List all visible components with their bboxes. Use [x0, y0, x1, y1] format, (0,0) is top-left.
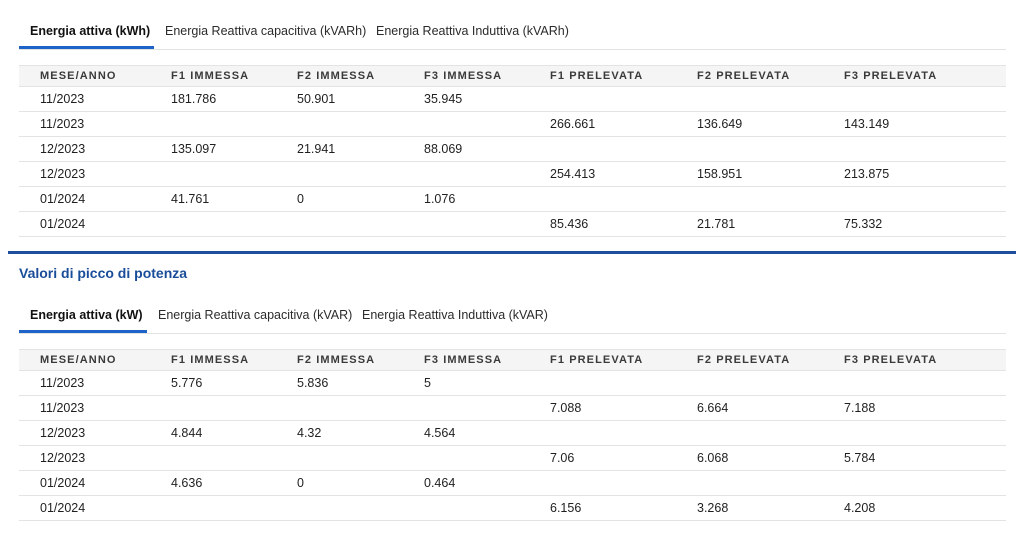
column-header: F3 PRELEVATA [844, 350, 1006, 371]
table-cell-value [697, 137, 844, 162]
table-cell-value: 7.188 [844, 396, 1006, 421]
table-cell-value: 88.069 [424, 137, 550, 162]
table-cell-value: 254.413 [550, 162, 697, 187]
table-cell-value: 85.436 [550, 212, 697, 237]
peak-tabs [19, 284, 1006, 334]
table-cell-value [171, 162, 297, 187]
table-row [19, 112, 1006, 137]
table-cell-value [550, 421, 697, 446]
table-cell-value [297, 212, 424, 237]
table-cell-value [297, 112, 424, 137]
column-header: F1 IMMESSA [171, 350, 297, 371]
peak-table [19, 349, 1006, 521]
table-cell-value: 7.088 [550, 396, 697, 421]
table-row [19, 496, 1006, 521]
table-cell-value [697, 421, 844, 446]
tab-energia-reattiva-induttiva-kvarh[interactable]: Energia Reattiva Induttiva (kVARh) [376, 24, 569, 38]
table-cell-value [171, 396, 297, 421]
table-cell-value: 6.664 [697, 396, 844, 421]
table-cell-value [844, 137, 1006, 162]
table-cell-value [550, 471, 697, 496]
table-cell-value: 135.097 [171, 137, 297, 162]
table-cell-value: 266.661 [550, 112, 697, 137]
table-row [19, 187, 1006, 212]
column-header: F1 IMMESSA [171, 66, 297, 87]
table-cell-mese-anno: 12/2023 [19, 421, 171, 446]
peak-section-heading: Valori di picco di potenza [19, 265, 188, 281]
table-cell-value [844, 471, 1006, 496]
column-header: F2 PRELEVATA [697, 66, 844, 87]
column-header: F2 PRELEVATA [697, 350, 844, 371]
table-cell-value: 75.332 [844, 212, 1006, 237]
table-cell-value: 0.464 [424, 471, 550, 496]
table-cell-value: 5 [424, 371, 550, 396]
table-cell-value [697, 371, 844, 396]
table-cell-mese-anno: 11/2023 [19, 112, 171, 137]
table-cell-value [297, 396, 424, 421]
column-header: F3 PRELEVATA [844, 66, 1006, 87]
column-header: MESE/ANNO [19, 350, 171, 371]
table-cell-value: 0 [297, 187, 424, 212]
table-cell-mese-anno: 01/2024 [19, 496, 171, 521]
table-cell-value: 4.844 [171, 421, 297, 446]
table-cell-value: 5.776 [171, 371, 297, 396]
table-cell-value: 136.649 [697, 112, 844, 137]
energy-tabs [19, 0, 1006, 50]
table-cell-value [697, 87, 844, 112]
table-cell-value [424, 212, 550, 237]
table-cell-value [844, 421, 1006, 446]
table-cell-value: 1.076 [424, 187, 550, 212]
table-cell-value: 35.945 [424, 87, 550, 112]
table-cell-mese-anno: 01/2024 [19, 471, 171, 496]
section-divider [8, 251, 1016, 254]
table-row [19, 371, 1006, 396]
table-cell-mese-anno: 12/2023 [19, 162, 171, 187]
table-cell-mese-anno: 11/2023 [19, 396, 171, 421]
tab-energia-attiva-kwh[interactable]: Energia attiva (kWh) [19, 0, 154, 48]
table-cell-value [697, 187, 844, 212]
table-cell-mese-anno: 11/2023 [19, 371, 171, 396]
table-cell-value [424, 396, 550, 421]
table-cell-value: 5.836 [297, 371, 424, 396]
table-cell-value: 143.149 [844, 112, 1006, 137]
table-cell-value: 181.786 [171, 87, 297, 112]
table-cell-mese-anno: 12/2023 [19, 446, 171, 471]
table-cell-value [697, 471, 844, 496]
peak-table-header [19, 350, 1006, 371]
table-cell-value [297, 162, 424, 187]
table-cell-value [171, 112, 297, 137]
table-cell-value [844, 187, 1006, 212]
table-cell-value: 4.636 [171, 471, 297, 496]
table-cell-value: 3.268 [697, 496, 844, 521]
table-row [19, 421, 1006, 446]
table-cell-mese-anno: 01/2024 [19, 187, 171, 212]
table-cell-value: 7.06 [550, 446, 697, 471]
table-cell-value [424, 496, 550, 521]
table-cell-value: 21.781 [697, 212, 844, 237]
table-row [19, 446, 1006, 471]
table-row [19, 137, 1006, 162]
table-cell-value: 41.761 [171, 187, 297, 212]
table-cell-value: 4.564 [424, 421, 550, 446]
table-cell-value: 158.951 [697, 162, 844, 187]
column-header: F1 PRELEVATA [550, 350, 697, 371]
table-cell-value: 4.32 [297, 421, 424, 446]
table-row [19, 87, 1006, 112]
table-cell-value [424, 162, 550, 187]
table-cell-value [297, 496, 424, 521]
tab-energia-attiva-kw[interactable]: Energia attiva (kW) [19, 284, 147, 332]
energy-table [19, 65, 1006, 237]
table-cell-mese-anno: 11/2023 [19, 87, 171, 112]
table-cell-value [424, 446, 550, 471]
column-header: F2 IMMESSA [297, 350, 424, 371]
table-cell-value: 4.208 [844, 496, 1006, 521]
table-cell-value [171, 496, 297, 521]
table-cell-value [844, 371, 1006, 396]
column-header: F3 IMMESSA [424, 66, 550, 87]
table-row [19, 471, 1006, 496]
energy-section [19, 0, 1006, 231]
table-row [19, 396, 1006, 421]
table-cell-value [424, 112, 550, 137]
table-cell-value: 0 [297, 471, 424, 496]
energy-table-header [19, 66, 1006, 87]
table-cell-value: 50.901 [297, 87, 424, 112]
table-cell-value [844, 87, 1006, 112]
peak-section [19, 284, 1006, 515]
table-cell-value: 21.941 [297, 137, 424, 162]
table-cell-value [297, 446, 424, 471]
column-header: F2 IMMESSA [297, 66, 424, 87]
tab-energia-reattiva-capacitiva-kvarh[interactable]: Energia Reattiva capacitiva (kVARh) [165, 24, 367, 38]
table-cell-value [550, 87, 697, 112]
table-cell-value [550, 187, 697, 212]
table-cell-value [550, 137, 697, 162]
column-header: F3 IMMESSA [424, 350, 550, 371]
table-cell-value: 6.156 [550, 496, 697, 521]
table-row [19, 212, 1006, 237]
table-cell-mese-anno: 12/2023 [19, 137, 171, 162]
table-cell-value: 5.784 [844, 446, 1006, 471]
table-cell-value [171, 446, 297, 471]
table-cell-value: 6.068 [697, 446, 844, 471]
table-cell-mese-anno: 01/2024 [19, 212, 171, 237]
column-header: F1 PRELEVATA [550, 66, 697, 87]
column-header: MESE/ANNO [19, 66, 171, 87]
table-cell-value [171, 212, 297, 237]
table-cell-value [550, 371, 697, 396]
tab-energia-reattiva-capacitiva-kvar[interactable]: Energia Reattiva capacitiva (kVAR) [158, 308, 353, 322]
table-row [19, 162, 1006, 187]
table-cell-value: 213.875 [844, 162, 1006, 187]
tab-energia-reattiva-induttiva-kvar[interactable]: Energia Reattiva Induttiva (kVAR) [362, 308, 548, 322]
